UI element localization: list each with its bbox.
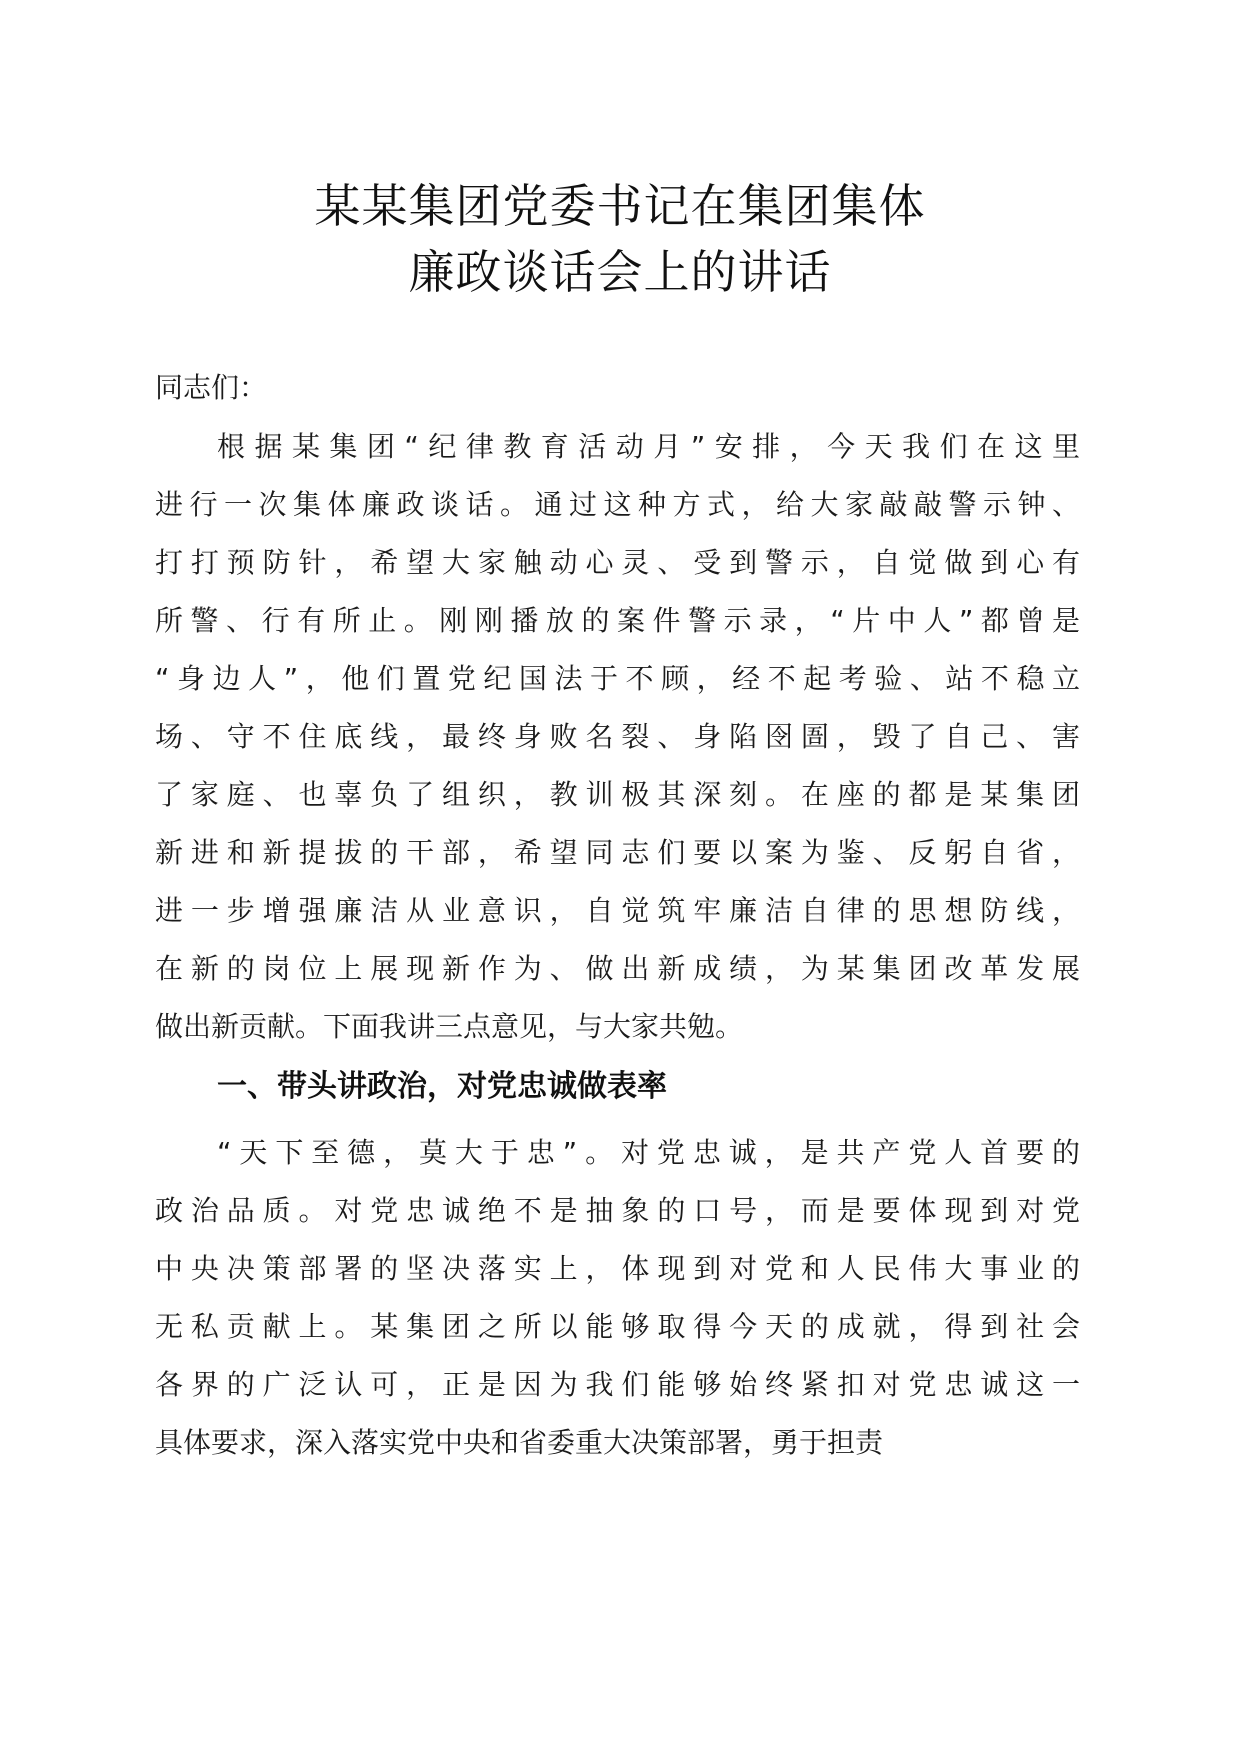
paragraph-line: 具体要求，深入落实党中央和省委重大决策部署，勇于担责 — [155, 1426, 884, 1459]
section-heading-1: 一、带头讲政治，对党忠诚做表率 — [217, 1069, 667, 1104]
greeting: 同志们： — [155, 371, 268, 404]
paragraph-line: 进行一次集体廉政谈话。通过这种方式，给大家敲敲警示钟、 — [155, 488, 1080, 521]
document-title-line-1: 某某集团党委书记在集团集体 — [314, 179, 926, 233]
paragraph-line: 各界的广泛认可，正是因为我们能够始终紧扣对党忠诚这一 — [155, 1368, 1080, 1401]
paragraph-line: 了家庭、也辜负了组织，教训极其深刻。在座的都是某集团 — [155, 778, 1080, 811]
paragraph-line: 做出新贡献。下面我讲三点意见，与大家共勉。 — [155, 1010, 744, 1043]
paragraph-line: 在新的岗位上展现新作为、做出新成绩，为某集团改革发展 — [155, 952, 1080, 985]
paragraph-2 — [155, 1124, 1080, 1472]
paragraph-line: 进一步增强廉洁从业意识，自觉筑牢廉洁自律的思想防线， — [155, 894, 1080, 927]
paragraph-line: 中央决策部署的坚决落实上，体现到对党和人民伟大事业的 — [155, 1252, 1080, 1285]
paragraph-line: 场、守不住底线，最终身败名裂、身陷囹圄，毁了自己、害 — [155, 720, 1080, 753]
paragraph-line: 政治品质。对党忠诚绝不是抽象的口号，而是要体现到对党 — [155, 1194, 1080, 1227]
document-title-line-2: 廉政谈话会上的讲话 — [408, 245, 832, 299]
paragraph-line: “身边人”，他们置党纪国法于不顾，经不起考验、站不稳立 — [155, 662, 1080, 695]
paragraph-line: 新进和新提拔的干部，希望同志们要以案为鉴、反躬自省， — [155, 836, 1080, 869]
paragraph-line: 打打预防针，希望大家触动心灵、受到警示，自觉做到心有 — [155, 546, 1080, 579]
paragraph-line: “天下至德，莫大于忠”。对党忠诚，是共产党人首要的 — [217, 1136, 1080, 1169]
paragraph-line: 所警、行有所止。刚刚播放的案件警示录，“片中人”都曾是 — [155, 604, 1080, 637]
paragraph-line: 无私贡献上。某集团之所以能够取得今天的成就，得到社会 — [155, 1310, 1080, 1343]
paragraph-line: 根据某集团“纪律教育活动月”安排，今天我们在这里 — [217, 430, 1080, 463]
paragraph-1 — [155, 418, 1080, 1056]
